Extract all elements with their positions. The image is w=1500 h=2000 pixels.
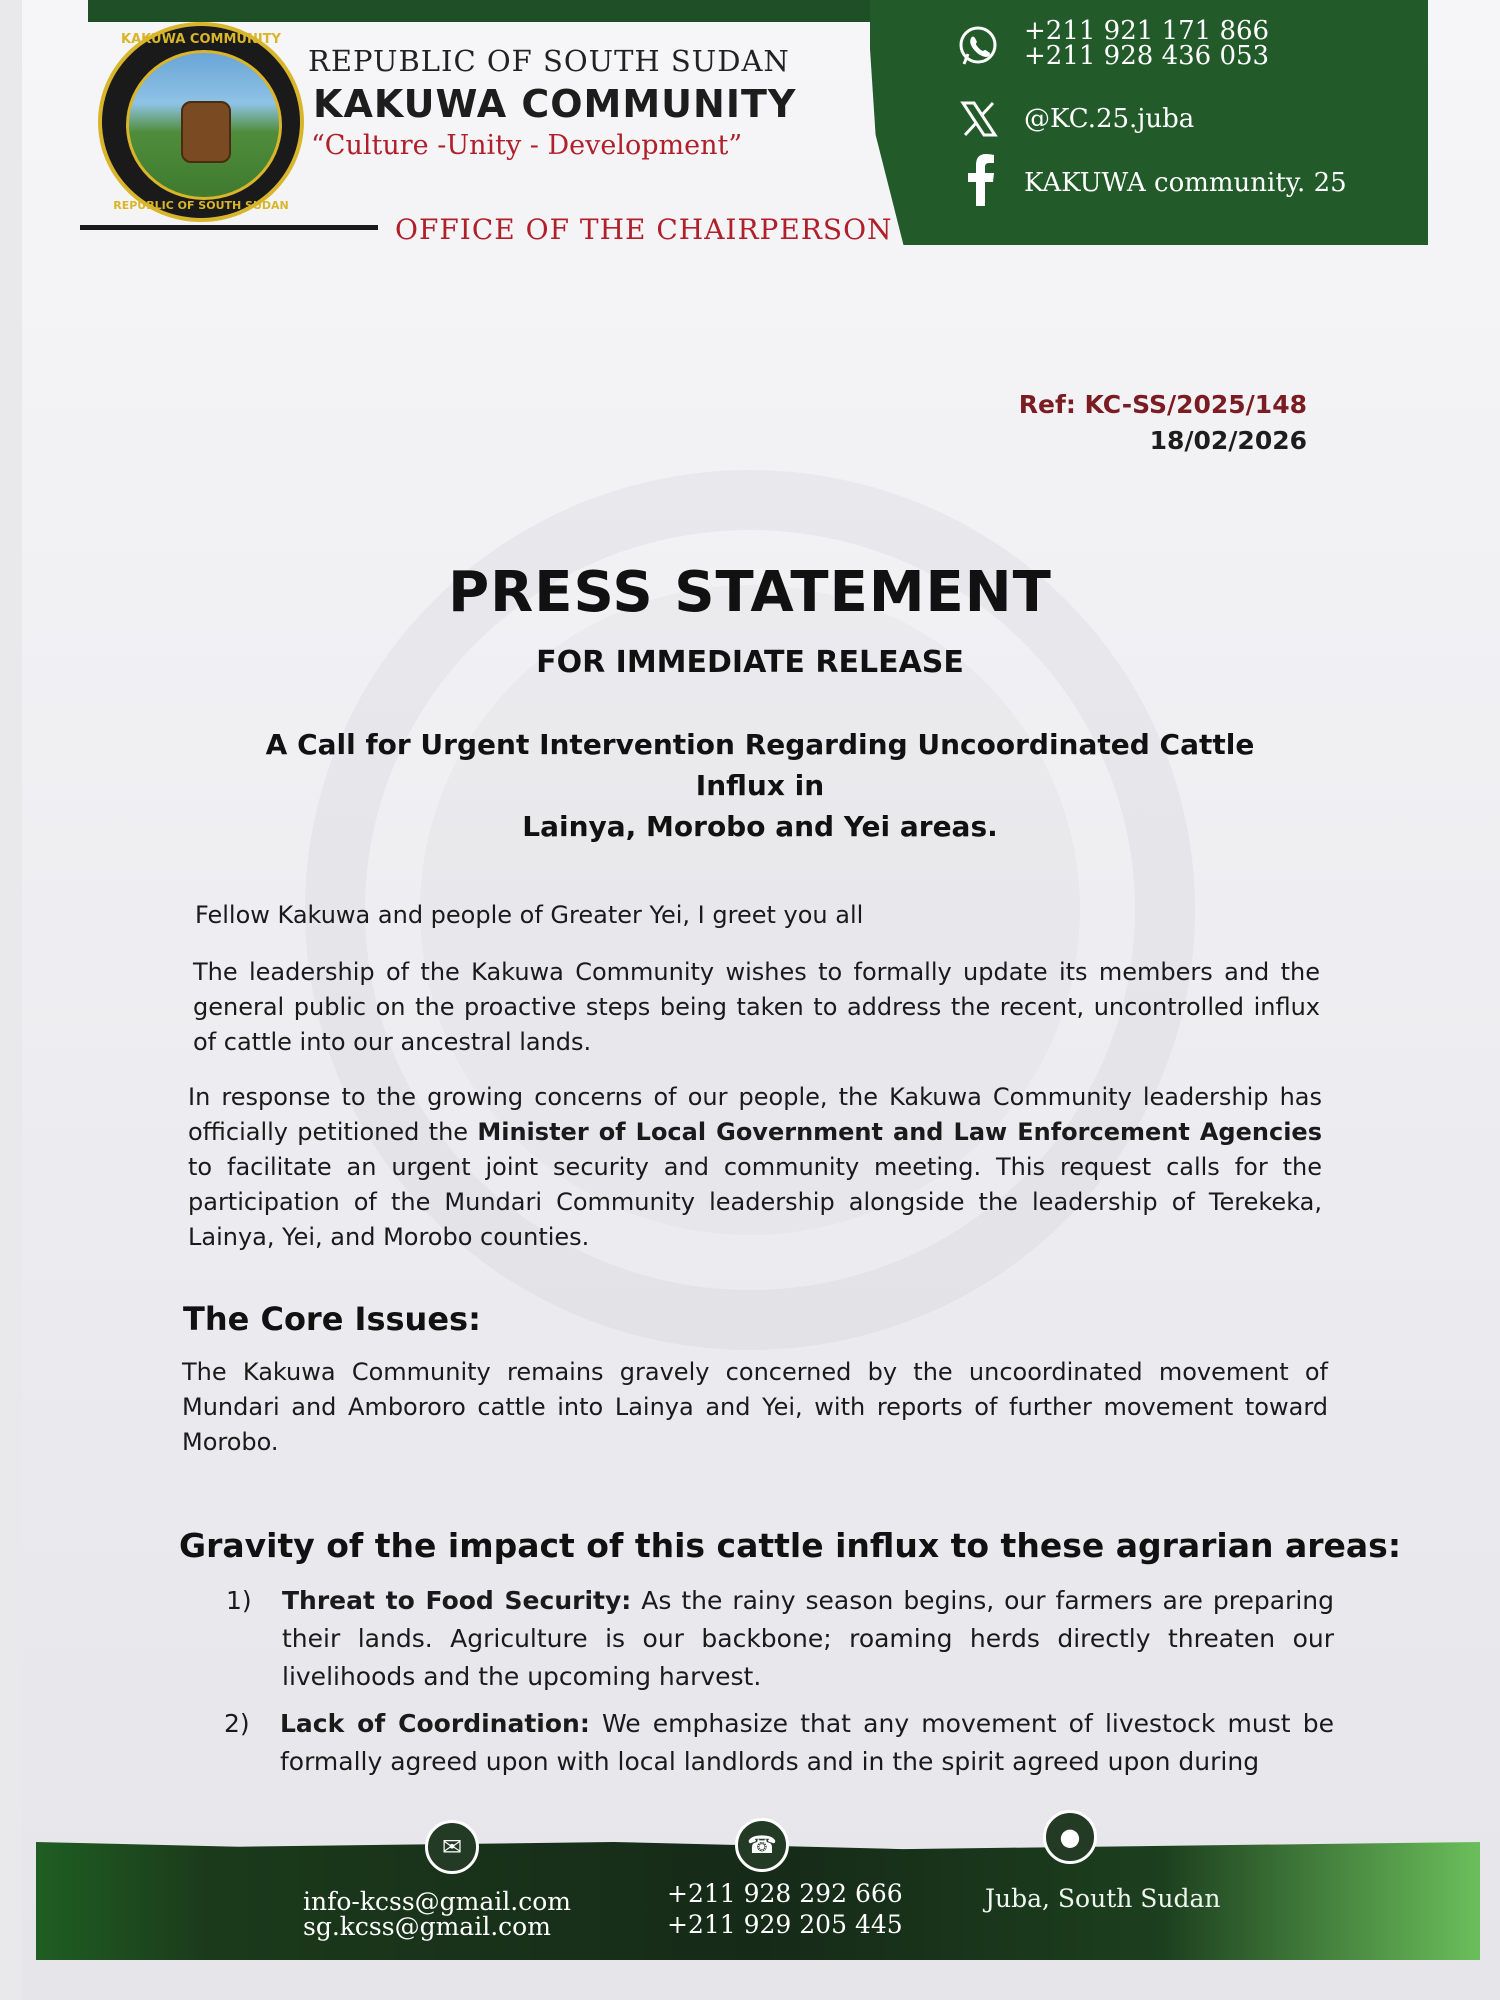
list-item bbox=[226, 1582, 1334, 1696]
motto: “Culture -Unity - Development” bbox=[311, 130, 743, 161]
envelope-icon: ✉ bbox=[425, 1820, 479, 1874]
gravity-heading: Gravity of the impact of this cattle influx to these agrarian areas: bbox=[179, 1526, 1402, 1565]
item-text: We emphasize that any movement of livestock must be formally agreed upon with local landlords and in the spirit agreed upon during bbox=[280, 1709, 1334, 1776]
seal-bottom-text: REPUBLIC OF SOUTH SUDAN bbox=[113, 199, 289, 212]
item-title: Lack of Coordination: bbox=[280, 1709, 590, 1738]
community-seal bbox=[98, 22, 304, 222]
x-handle: @KC.25.juba bbox=[1024, 104, 1195, 134]
whatsapp-icon bbox=[956, 24, 1000, 68]
seal-top-text: KAKUWA COMMUNITY bbox=[121, 32, 281, 47]
headline-line-2: Lainya, Morobo and Yei areas. bbox=[522, 810, 998, 843]
reference-number: Ref: KC-SS/2025/148 bbox=[1018, 390, 1307, 419]
item-title: Threat to Food Security: bbox=[282, 1586, 632, 1615]
headline-line-1: A Call for Urgent Intervention Regarding Uncoordinated Cattle Influx in bbox=[265, 728, 1255, 802]
footer-phone-2: +211 929 205 445 bbox=[667, 1910, 903, 1939]
release-subtitle: FOR IMMEDIATE RELEASE bbox=[536, 645, 964, 680]
republic-name: REPUBLIC OF SOUTH SUDAN bbox=[308, 44, 790, 78]
seal-emblem bbox=[126, 50, 282, 200]
core-issues-heading: The Core Issues: bbox=[183, 1300, 481, 1338]
community-name: KAKUWA COMMUNITY bbox=[313, 82, 797, 126]
core-issues-text: The Kakuwa Community remains gravely concerned by the uncoordinated movement of Mundari and Ambororo cattle into Lainya and Yei, with reports of further movement toward Morobo. bbox=[182, 1358, 1328, 1456]
header-phone-1: +211 921 171 866 bbox=[1024, 16, 1270, 46]
footer-location: Juba, South Sudan bbox=[985, 1884, 1221, 1913]
drum-icon bbox=[181, 101, 231, 163]
office-title: OFFICE OF THE CHAIRPERSON bbox=[395, 213, 893, 246]
press-statement-title: PRESS STATEMENT bbox=[448, 560, 1052, 625]
list-number: 2) bbox=[224, 1709, 250, 1738]
headline bbox=[220, 724, 1300, 847]
petition-minister: Minister of Local Government and Law Enforcement Agencies bbox=[477, 1118, 1322, 1146]
petition-text-start: In response to the growing concerns of our people, the Kakuwa Community leadership has officially petitioned the bbox=[188, 1083, 1322, 1146]
facebook-icon bbox=[966, 154, 996, 206]
petition-text-end: to facilitate an urgent joint security and community meeting. This request calls for the participation of the Mundari Community leadership alongside the leadership of Terekeka, Lainya, Yei, and Morobo counties. bbox=[188, 1153, 1322, 1251]
paragraph-update: The leadership of the Kakuwa Community wishes to formally update its members and the general public on the proactive steps being taken to address the recent, uncontrolled influx of cattle into our ancestral lands. bbox=[193, 958, 1320, 1056]
paragraph-petition bbox=[188, 1080, 1322, 1255]
footer-email-2: sg.kcss@gmail.com bbox=[303, 1912, 551, 1941]
footer-phone-1: +211 928 292 666 bbox=[667, 1879, 903, 1908]
footer-email-1: info-kcss@gmail.com bbox=[303, 1887, 571, 1916]
facebook-page: KAKUWA community. 25 bbox=[1024, 168, 1347, 198]
header-rule bbox=[80, 225, 378, 230]
reference-block bbox=[1019, 387, 1307, 459]
phone-icon: ☎ bbox=[735, 1818, 789, 1872]
x-icon bbox=[960, 100, 998, 138]
location-pin-icon: ● bbox=[1043, 1810, 1097, 1864]
item-text: As the rainy season begins, our farmers are preparing their lands. Agriculture is our backbone; roaming herds directly threaten our livelihoods and the upcoming harvest. bbox=[282, 1586, 1334, 1691]
list-number: 1) bbox=[226, 1586, 252, 1615]
header-phone-2: +211 928 436 053 bbox=[1024, 41, 1270, 71]
statement-date: 18/02/2026 bbox=[1149, 426, 1307, 455]
list-item bbox=[224, 1705, 1334, 1781]
greeting: Fellow Kakuwa and people of Greater Yei, I greet you all bbox=[195, 901, 864, 929]
